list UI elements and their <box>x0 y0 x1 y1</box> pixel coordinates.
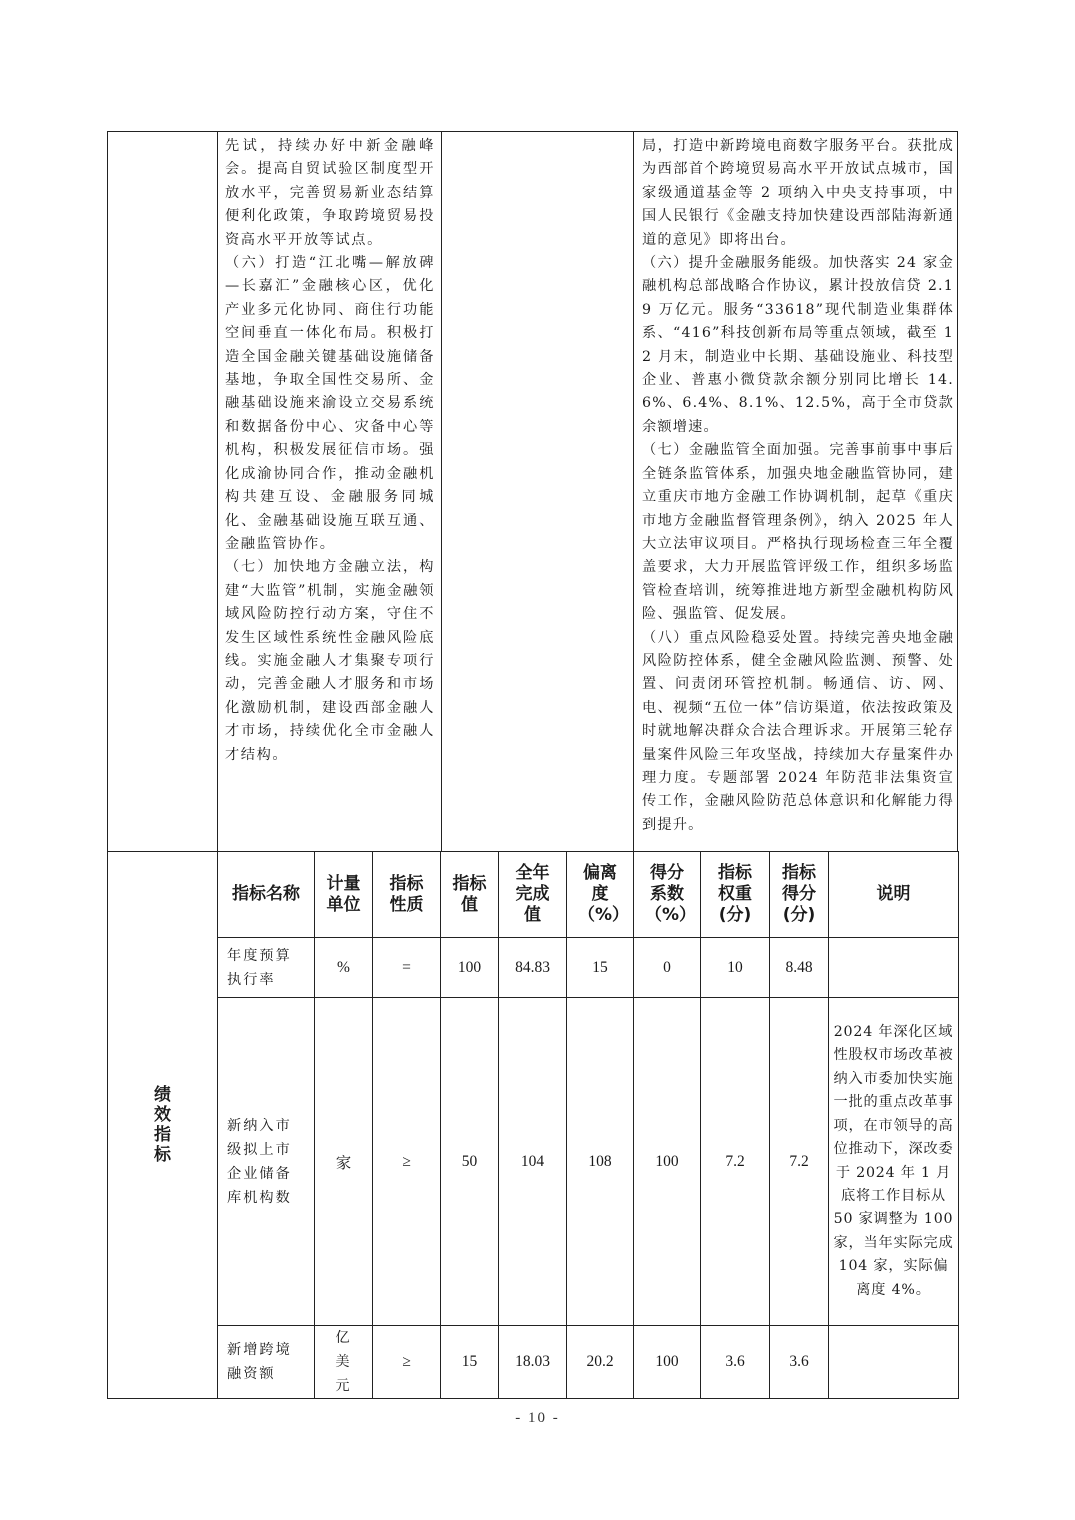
header-target <box>441 852 499 938</box>
nature-cell: ≥ <box>373 998 441 1326</box>
indicator-name-text: 新增跨境融资额 <box>227 1342 292 1382</box>
note-cell: 2024 年深化区域性股权市场改革被纳入市委加快实施一批的重点改革事项，在市领导的高位推动下，深改委于 2024 年 1 月底将工作目标从 50 家调整为 100 家，当年实际完成 104 家，实际偏离度 4%。 <box>829 998 959 1326</box>
goal-paragraph: （七）加快地方金融立法，构建“大监管”机制，实施金融领域风险防控行动方案，守住不发生区域性系统性金融风险底线。实施金融人才集聚专项行动，完善金融人才服务和市场化激励机制，建设西部金融人才市场，持续优化全市金融人才结构。 <box>225 559 435 763</box>
section-label: 绩效指标 <box>154 1085 171 1165</box>
deviation-cell: 20.2 <box>567 1326 634 1399</box>
score-cell: 8.48 <box>770 938 829 998</box>
performance-indicator-table <box>107 851 959 1399</box>
coef-cell: 100 <box>634 1326 701 1399</box>
goal-paragraph: 先试，持续办好中新金融峰会。提高自贸试验区制度型开放水平，完善贸易新业态结算便利化政策，争取跨境贸易投资高水平开放等试点。 <box>225 138 435 248</box>
header-text: 指标值 <box>452 873 487 915</box>
goals-continuation-row <box>107 131 958 851</box>
empty-cell <box>442 132 634 851</box>
annual-goals-cell <box>218 132 442 851</box>
actual-cell: 84.83 <box>499 938 567 998</box>
indicator-name-text: 年度预算执行率 <box>227 947 292 988</box>
score-cell: 7.2 <box>770 998 829 1326</box>
header-nature <box>373 852 441 938</box>
header-actual <box>499 852 567 938</box>
header-unit <box>315 852 373 938</box>
header-text: 计量单位 <box>326 873 361 915</box>
deviation-cell: 108 <box>567 998 634 1326</box>
unit-cell: % <box>315 938 373 998</box>
target-cell: 15 <box>441 1326 499 1399</box>
header-text: 说明 <box>876 884 911 904</box>
coef-cell: 0 <box>634 938 701 998</box>
deviation-cell: 15 <box>567 938 634 998</box>
coef-cell: 100 <box>634 998 701 1326</box>
actual-cell: 104 <box>499 998 567 1326</box>
note-cell <box>829 938 959 998</box>
unit-cell <box>315 1326 373 1399</box>
header-weight <box>701 852 770 938</box>
header-text: 偏离度（%） <box>578 863 630 925</box>
header-text: 指标权重(分) <box>718 863 752 925</box>
weight-cell: 10 <box>701 938 770 998</box>
table-row <box>108 1326 959 1399</box>
indicator-name <box>218 998 315 1326</box>
row-label-cell <box>108 132 218 851</box>
header-deviation <box>567 852 634 938</box>
section-label-cell <box>108 852 218 1399</box>
completion-paragraph: （八）重点风险稳妥处置。持续完善央地金融风险防控体系，健全金融风险监测、预警、处置、问责闭环管控机制。畅通信、访、网、电、视频“五位一体”信访渠道，依法按政策及时就地解决群众合法合理诉求。开展第三轮存量案件风险三年攻坚战，持续加大存量案件办理力度。专题部署 2024 年防范非法集资宣传工作，金融风险防范总体意识和化解能力得到提升。 <box>642 629 954 833</box>
indicator-name-text: 新纳入市级拟上市企业储备库机构数 <box>227 1117 292 1206</box>
goal-paragraph: （六）打造“江北嘴—解放碑—长嘉汇”金融核心区，优化产业多元化协同、商住行功能空间垂直一体化布局。积极打造全国金融关键基础设施储备基地，争取全国性交易所、金融基础设施来渝设立交易系统和数据备份中心、灾备中心等机构，积极发展征信市场。强化成渝协同合作，推动金融机构共建互设、金融服务同城化、金融基础设施互联互通、金融监管协作。 <box>225 255 435 552</box>
nature-cell: = <box>373 938 441 998</box>
completion-paragraph: （七）金融监管全面加强。完善事前事中事后全链条监管体系，加强央地金融监管协同，建立重庆市地方金融工作协调机制，起草《重庆市地方金融监督管理条例》，纳入 2025 年人大立法审议项目。严格执行现场检查三年全覆盖要求，大力开展监管评级工作，组织多场监管检查培训，统筹推进地方新型金融机构防风险、强监管、促发展。 <box>642 442 954 623</box>
note-cell <box>829 1326 959 1399</box>
table-header-row <box>108 852 959 938</box>
actual-completion-cell <box>634 132 958 851</box>
header-indicator-name <box>218 852 315 938</box>
table-row <box>108 998 959 1326</box>
header-text: 指标名称 <box>232 884 300 904</box>
unit-cell: 家 <box>315 998 373 1326</box>
header-text: 指标得分(分) <box>782 863 816 925</box>
completion-paragraph: （六）提升金融服务能级。加快落实 24 家金融机构总部战略合作协议，累计投放信贷 2.19 万亿元。服务“33618”现代制造业集群体系、“416”科技创新布局等重点领域，截至 12 月末，制造业中长期、基础设施业、科技型企业、普惠小微贷款余额分别同比增长 14.6%、6.4%、8.1%、12.5%，高于全市贷款余额增速。 <box>642 255 954 435</box>
header-text: 得分系数（%） <box>645 863 697 925</box>
unit-text: 亿美元 <box>335 1330 352 1394</box>
page-number: - 10 - <box>515 1410 560 1426</box>
weight-cell: 7.2 <box>701 998 770 1326</box>
target-cell: 100 <box>441 938 499 998</box>
header-score-coef <box>634 852 701 938</box>
header-note <box>829 852 959 938</box>
header-text: 全年完成值 <box>515 863 550 925</box>
indicator-name <box>218 1326 315 1399</box>
header-score <box>770 852 829 938</box>
score-cell: 3.6 <box>770 1326 829 1399</box>
indicator-name <box>218 938 315 998</box>
completion-paragraph: 局，打造中新跨境电商数字服务平台。获批成为西部首个跨境贸易高水平开放试点城市，国家级通道基金等 2 项纳入中央支持事项，中国人民银行《金融支持加快建设西部陆海新通道的意见》即将出台。 <box>642 138 954 248</box>
actual-cell: 18.03 <box>499 1326 567 1399</box>
weight-cell: 3.6 <box>701 1326 770 1399</box>
table-row <box>108 938 959 998</box>
header-text: 指标性质 <box>389 873 424 915</box>
target-cell: 50 <box>441 998 499 1326</box>
nature-cell: ≥ <box>373 1326 441 1399</box>
